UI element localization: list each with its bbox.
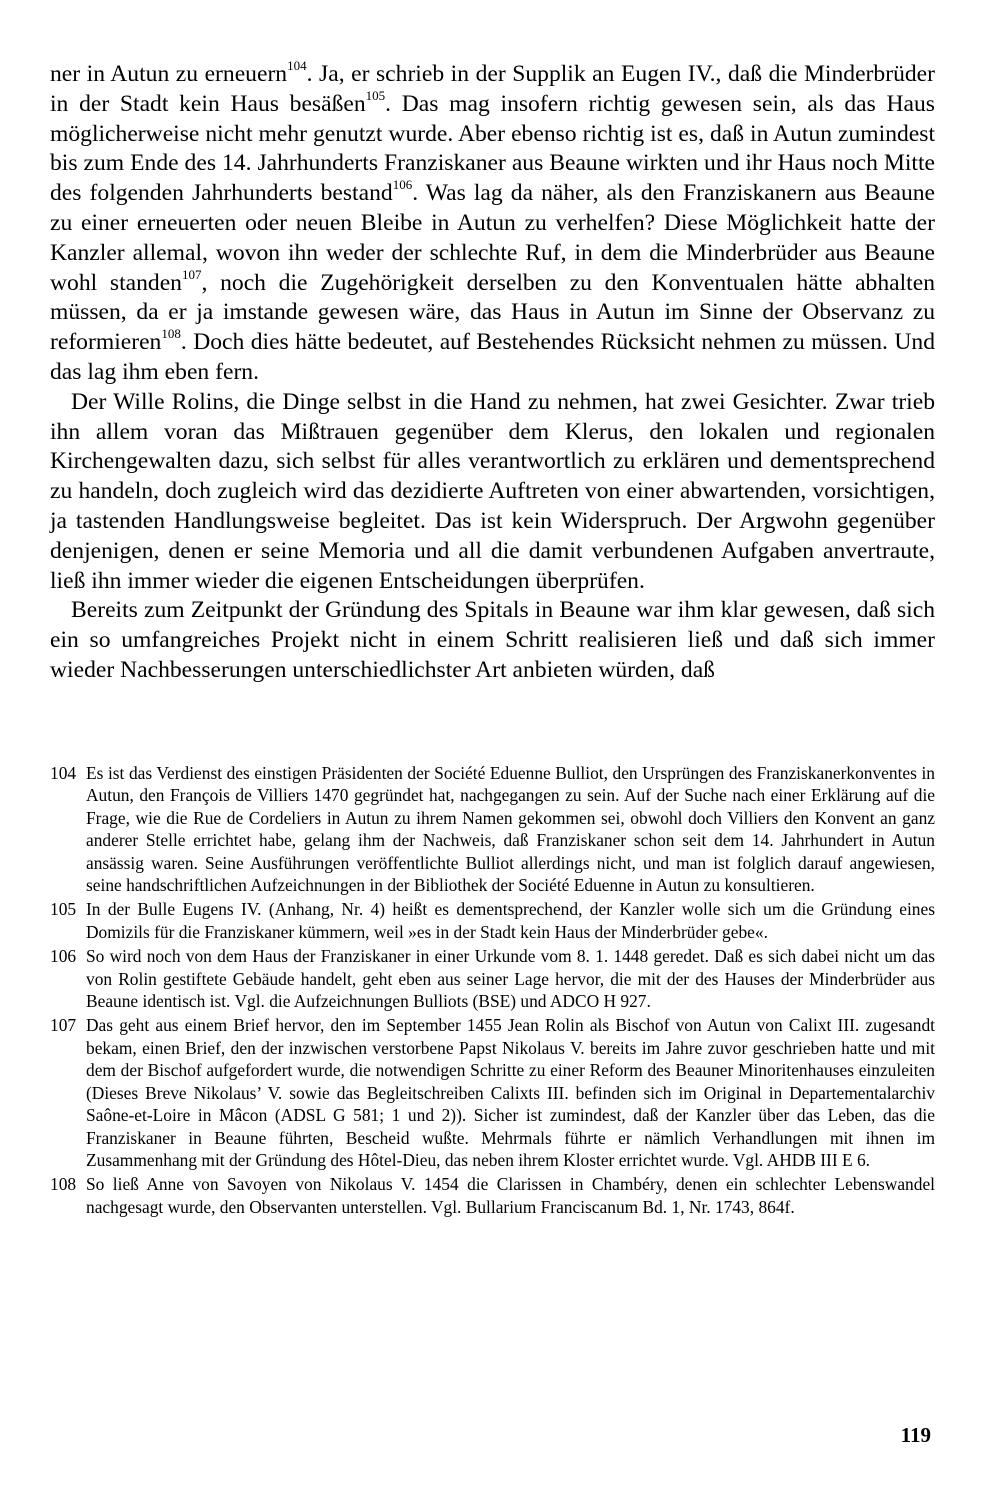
footnote-text: In der Bulle Eugens IV. (Anhang, Nr. 4) heißt es dementsprechend, der Kanzler wolle sich um die Gründung eines Domizils für die Franziskaner kümmern, weil »es in der Stadt kein Haus der Minderbrüder gebe«. — [86, 899, 935, 942]
footnote-text: So ließ Anne von Savoyen von Nikolaus V. 1454 die Clarissen in Chambéry, denen ein schlechter Lebenswandel nachgesagt wurde, den Observanten unterstellen. Vgl. Bullarium Franciscanum Bd. 1, Nr. 1743, 864f. — [86, 1174, 935, 1217]
footnote-ref-104[interactable]: 104 — [287, 58, 307, 74]
footnote-number: 107 — [50, 1015, 77, 1036]
paragraph-1 — [50, 60, 935, 388]
footnote-number: 106 — [50, 946, 77, 967]
main-text — [50, 60, 935, 686]
footnotes — [50, 762, 935, 1220]
footnote-ref-106[interactable]: 106 — [392, 177, 413, 193]
footnote-105 — [50, 898, 935, 943]
paragraph-2: Der Wille Rolins, die Dinge selbst in die Hand zu nehmen, hat zwei Gesichter. Zwar trieb ihn allem voran das Mißtrauen gegenüber dem Klerus, den lokalen und regionalen Kirchengewalten dazu, sich selbst für alles verantwortlich zu erklären und dementsprechend zu handeln, doch zugleich wird das dezidierte Auftreten von einer abwartenden, vorsichtigen, ja tastenden Handlungsweise begleitet. Das ist kein Widerspruch. Der Argwohn gegenüber denjenigen, denen er seine Memoria und all die damit verbundenen Aufgaben anvertraute, ließ ihn immer wieder die eigenen Entscheidungen überprüfen. — [50, 388, 935, 594]
footnote-number: 104 — [50, 763, 77, 783]
footnote-text: So wird noch von dem Haus der Franziskaner in einer Urkunde vom 8. 1. 1448 geredet. Daß es sich dabei nicht um das von Rolin gestiftete Gebäude handelt, geht eben aus seiner Lage hervor, die mit der des Hauses der Minderbrüder aus Beaune identisch ist. Vgl. die Aufzeichnungen Bulliots (BSE) und ADCO H 927. — [86, 946, 935, 1012]
page-number: 119 — [900, 1423, 931, 1447]
paragraph-3: Bereits zum Zeitpunkt der Gründung des Spitals in Beaune war ihm klar gewesen, daß sich ein so umfangreiches Projekt nicht in einem Schritt realisieren ließ und daß sich immer wieder Nachbesserungen unterschiedlichster Art anbieten würden, daß — [50, 597, 935, 683]
footnote-106 — [50, 945, 935, 1012]
footnote-text: Das geht aus einem Brief hervor, den im September 1455 Jean Rolin als Bischof von Autun von Calixt III. zugesandt bekam, einen Brief, den der inzwischen verstorbene Papst Nikolaus V. bereits im Jahre zuvor geschrieben hatte und mit dem der Bischof aufgefordert wurde, die notwendigen Schritte zu einer Reform des Beauner Minoritenhauses einzuleiten (Dieses Breve Nikolaus’ V. sowie das Begleitschreiben Calixts III. befinden sich im Original in Departementalarchiv Saône-et-Loire in Mâcon (ADSL G 581; 1 und 2)). Sicher ist zumindest, daß der Kanzler über das Leben, das die Franziskaner in Beaune führten, Bescheid wußte. Mehrmals führte er nämlich Verhandlungen mit ihnen im Zusammenhang mit der Gründung des Hôtel-Dieu, das neben ihrem Kloster errichtet wurde. Vgl. AHDB III E 6. — [86, 1015, 935, 1170]
footnote-107 — [50, 1014, 935, 1171]
text-run: . Doch dies hätte bedeutet, auf Bestehendes Rücksicht nehmen zu müssen. Und das lag ihm eben fern. — [50, 329, 935, 385]
text-run: . Ja, er schrieb in der Supplik an Eugen IV., daß die Minderbrüder in der Stadt kein Haus besäßen — [50, 61, 935, 117]
book-page — [50, 60, 935, 1470]
text-run: . Was lag da näher, als den Franziskanern aus Beaune zu einer erneuerten oder neuen Bleibe in Autun zu verhelfen? Diese Möglichkeit hatte der Kanzler allemal, wovon ihn weder der schlechte Ruf, in dem die Minderbrüder aus Beaune wohl standen — [50, 180, 936, 296]
footnote-number: 108 — [50, 1174, 77, 1195]
footnote-number: 105 — [50, 899, 77, 920]
text-run: . Das mag insofern richtig gewesen sein, als das Haus möglicherweise nicht mehr genutzt wurde. Aber ebenso richtig ist es, daß in Autun zumindest bis zum Ende des 14. Jahrhunderts Franziskaner aus Beaune wirkten und ihr Haus noch Mitte des folgenden Jahrhunderts bestand — [50, 90, 935, 207]
footnote-text: Es ist das Verdienst des einstigen Präsidenten der Société Eduenne Bulliot, den Ursprüngen des Franziskanerkonventes in Autun, den François de Villiers 1470 gegründet hat, nachgegangen zu sein. Auf der Suche nach einer Erklärung auf die Frage, wie die Rue de Cordeliers in Autun zu ihrem Namen gekommen sei, obwohl doch Villiers den Konvent an ganz anderer Stelle errichtet habe, gelang ihm der Nachweis, daß Franziskaner schon seit dem 14. Jahrhundert in Autun ansässig waren. Seine Ausführungen veröffentlichte Bulliot allerdings nicht, und man ist folglich darauf angewiesen, seine handschriftlichen Aufzeichnungen in der Bibliothek der Société Eduenne in Autun zu konsultieren. — [86, 763, 935, 896]
footnote-ref-105[interactable]: 105 — [365, 87, 386, 103]
footnote-104 — [50, 762, 935, 896]
footnote-ref-107[interactable]: 107 — [181, 266, 202, 282]
footnote-108 — [50, 1173, 935, 1218]
text-run: ner in Autun zu erneuern — [50, 61, 288, 87]
text-run: , noch die Zugehörigkeit derselben zu den Konventualen hätte abhalten müssen, da er ja imstande gewesen wäre, das Haus in Autun im Sinne der Observanz zu reformieren — [50, 269, 935, 356]
footnote-ref-108[interactable]: 108 — [161, 326, 181, 342]
